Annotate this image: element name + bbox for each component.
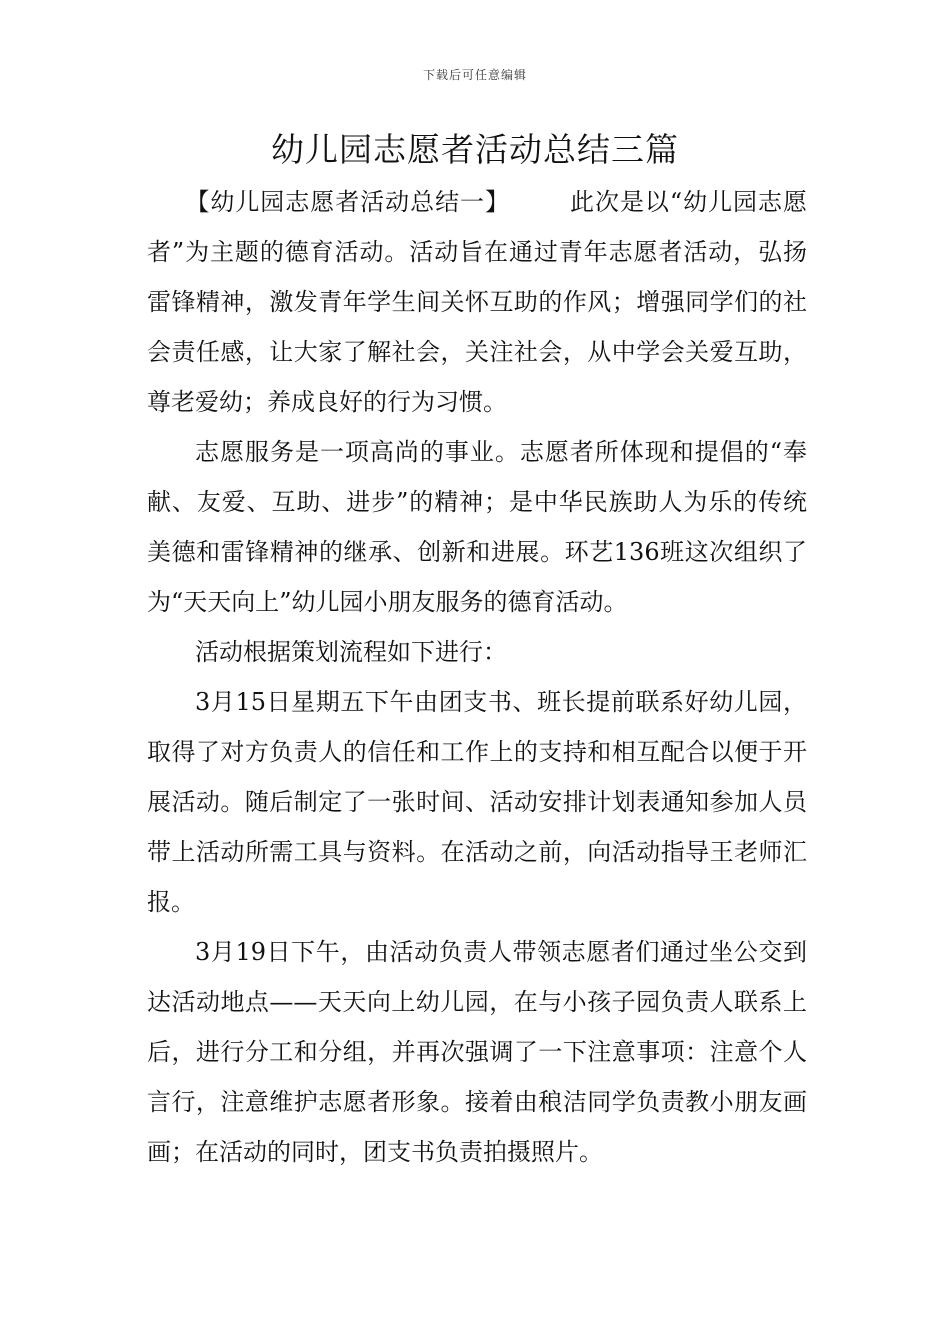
document-title: 幼儿园志愿者活动总结三篇 <box>271 130 679 169</box>
paragraph-1-text: 此次是以“幼儿园志愿者”为主题的德育活动。活动旨在通过青年志愿者活动，弘扬雷锋精神，激发青年学生间关怀互助的作风；增强同学们的社会责任感，让大家了解社会，关注社会，从中学会关爱互助，尊老爱幼；养成良好的行为习惯。 <box>147 188 807 416</box>
document-body <box>147 177 807 1177</box>
paragraph-1 <box>147 177 807 427</box>
paragraph-4: 3月15日星期五下午由团支书、班长提前联系好幼儿园，取得了对方负责人的信任和工作上的支持和相互配合以便于开展活动。随后制定了一张时间、活动安排计划表通知参加人员带上活动所需工具与资料。在活动之前，向活动指导王老师汇报。 <box>147 688 807 916</box>
paragraph-2: 志愿服务是一项高尚的事业。志愿者所体现和提倡的“奉献、友爱、互助、进步”的精神；是中华民族助人为乐的传统美德和雷锋精神的继承、创新和进展。环艺136班这次组织了为“天天向上”幼儿园小朋友服务的德育活动。 <box>147 438 807 616</box>
paragraph-3: 活动根据策划流程如下进行： <box>195 638 507 666</box>
section-heading-1: 【幼儿园志愿者活动总结一】 <box>185 188 510 216</box>
header-note: 下载后可任意编辑 <box>422 68 527 82</box>
paragraph-5: 3月19日下午，由活动负责人带领志愿者们通过坐公交到达活动地点——天天向上幼儿园，在与小孩子园负责人联系上后，进行分工和分组，并再次强调了一下注意事项：注意个人言行，注意维护志愿者形象。接着由稂洁同学负责教小朋友画画；在活动的同时，团支书负责拍摄照片。 <box>147 938 807 1166</box>
